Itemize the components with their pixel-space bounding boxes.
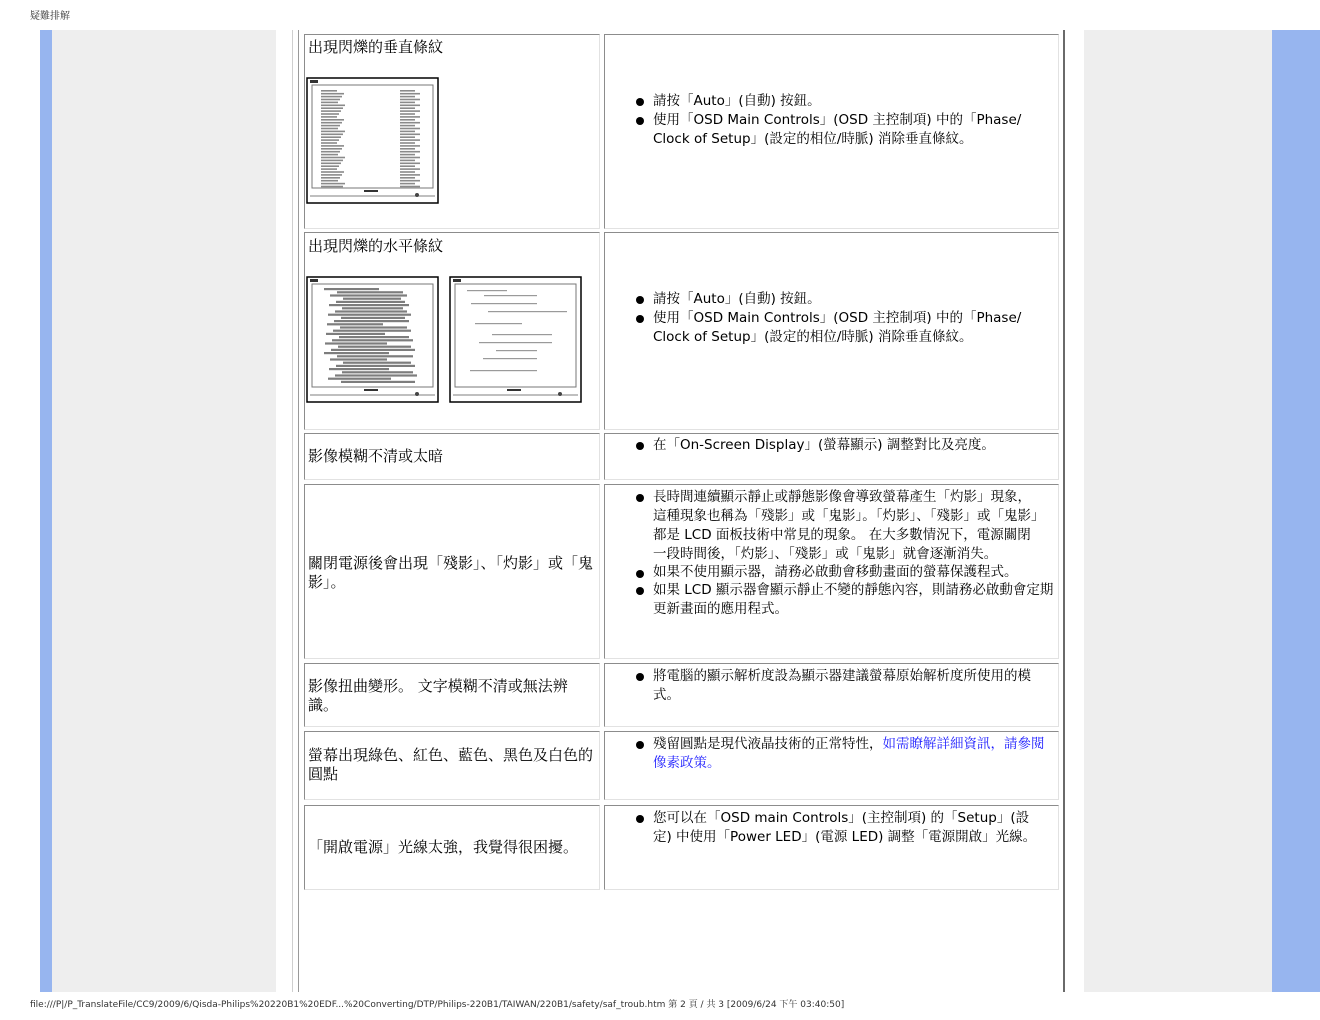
problem-cell-blurry-dark bbox=[304, 433, 600, 480]
solution-list bbox=[605, 436, 1048, 455]
solution-item: 將電腦的顯示解析度設為顯示器建議螢幕原始解析度所使用的模式。 bbox=[653, 667, 1048, 705]
solution-item bbox=[653, 735, 1048, 773]
page-footer-path: file:///P|/P_TranslateFile/CC9/2009/6/Qisda-Philips%20220B1%20EDF...%20Converting/DTP/Philips-220B1/TAIWAN/220B1/safety/saf_troub.htm 第 2 頁 / 共 3 [2009/6/24 下午 03:40:50] bbox=[30, 1000, 845, 1010]
problem-cell-colored-dots bbox=[304, 731, 600, 800]
horizontal-flicker-figure-sparse bbox=[449, 276, 583, 404]
solution-item: 在「On-Screen Display」(螢幕顯示) 調整對比及亮度。 bbox=[653, 436, 1048, 455]
solution-cell-image-burn bbox=[604, 484, 1059, 659]
solution-cell-colored-dots bbox=[604, 731, 1059, 800]
problem-cell-power-light bbox=[304, 805, 600, 890]
horizontal-flicker-figure-dense bbox=[306, 276, 440, 404]
left-blue-bar bbox=[40, 30, 52, 992]
problem-text: 出現閃爍的水平條紋 bbox=[308, 237, 444, 255]
problem-text: 「開啟電源」光線太強，我覺得很困擾。 bbox=[308, 838, 579, 856]
solution-list bbox=[605, 735, 1048, 773]
solution-list bbox=[605, 488, 1054, 619]
solution-cell-horizontal-flicker bbox=[604, 232, 1059, 430]
problem-text: 影像模糊不清或太暗 bbox=[308, 447, 444, 465]
right-blue-bar bbox=[1272, 30, 1320, 992]
solution-cell-distorted bbox=[604, 663, 1059, 727]
solution-item: 您可以在「OSD main Controls」(主控制項) 的「Setup」(設定) 中使用「Power LED」(電源 LED) 調整「電源開啟」光線。 bbox=[653, 809, 1044, 847]
solution-item: 如果 LCD 顯示器會顯示靜止不變的靜態內容，則請務必啟動會定期更新畫面的應用程式。 bbox=[653, 582, 1054, 617]
solution-cell-power-light bbox=[604, 805, 1059, 890]
solution-list bbox=[605, 809, 1044, 847]
problem-text: 影像扭曲變形。 文字模糊不清或無法辨識。 bbox=[308, 677, 568, 714]
solution-item: 長時間連續顯示靜止或靜態影像會導致螢幕產生「灼影」現象，這種現象也稱為「殘影」或「鬼影」。「灼影」、「殘影」或「鬼影」都是 LCD 面板技術中常見的現象。 在大多數情況下，電源關閉一段時間後，「灼影」、「殘影」或「鬼影」就會逐漸消失。 bbox=[653, 488, 1054, 564]
solution-item: 請按「Auto」(自動) 按鈕。 bbox=[653, 92, 1036, 111]
page-header-title: 疑難排解 bbox=[30, 11, 70, 22]
solution-list bbox=[605, 92, 1036, 149]
solution-cell-blurry-dark bbox=[604, 433, 1059, 480]
problem-text: 螢幕出現綠色、紅色、藍色、黑色及白色的圓點 bbox=[308, 746, 594, 783]
problem-text: 關閉電源後會出現「殘影」、「灼影」或「鬼影」。 bbox=[308, 554, 594, 591]
right-gray-panel bbox=[1084, 30, 1272, 992]
vertical-flicker-figure bbox=[306, 77, 440, 205]
solution-text: 殘留圓點是現代液晶技術的正常特性， bbox=[653, 736, 883, 752]
problem-cell-image-burn bbox=[304, 484, 600, 659]
right-divider bbox=[1063, 30, 1065, 992]
left-divider bbox=[292, 30, 293, 992]
pixel-policy-link[interactable]: 如需瞭解詳細資訊，請參閱像素政策。 bbox=[653, 736, 1045, 771]
solution-list bbox=[605, 290, 1036, 347]
left-gray-panel bbox=[52, 30, 276, 992]
solution-cell-vertical-flicker bbox=[604, 34, 1059, 229]
problem-cell-distorted bbox=[304, 663, 600, 727]
solution-item: 使用「OSD Main Controls」(OSD 主控制項) 中的「Phase/ Clock of Setup」(設定的相位/時脈) 消除垂直條紋。 bbox=[653, 111, 1036, 149]
problem-text: 出現閃爍的垂直條紋 bbox=[308, 38, 444, 56]
solution-list bbox=[605, 667, 1048, 705]
solution-item: 使用「OSD Main Controls」(OSD 主控制項) 中的「Phase/ Clock of Setup」(設定的相位/時脈) 消除垂直條紋。 bbox=[653, 309, 1036, 347]
solution-item: 如果不使用顯示器，請務必啟動會移動畫面的螢幕保護程式。 bbox=[653, 564, 1054, 581]
solution-item: 請按「Auto」(自動) 按鈕。 bbox=[653, 290, 1036, 309]
left-divider-dark bbox=[298, 30, 299, 992]
